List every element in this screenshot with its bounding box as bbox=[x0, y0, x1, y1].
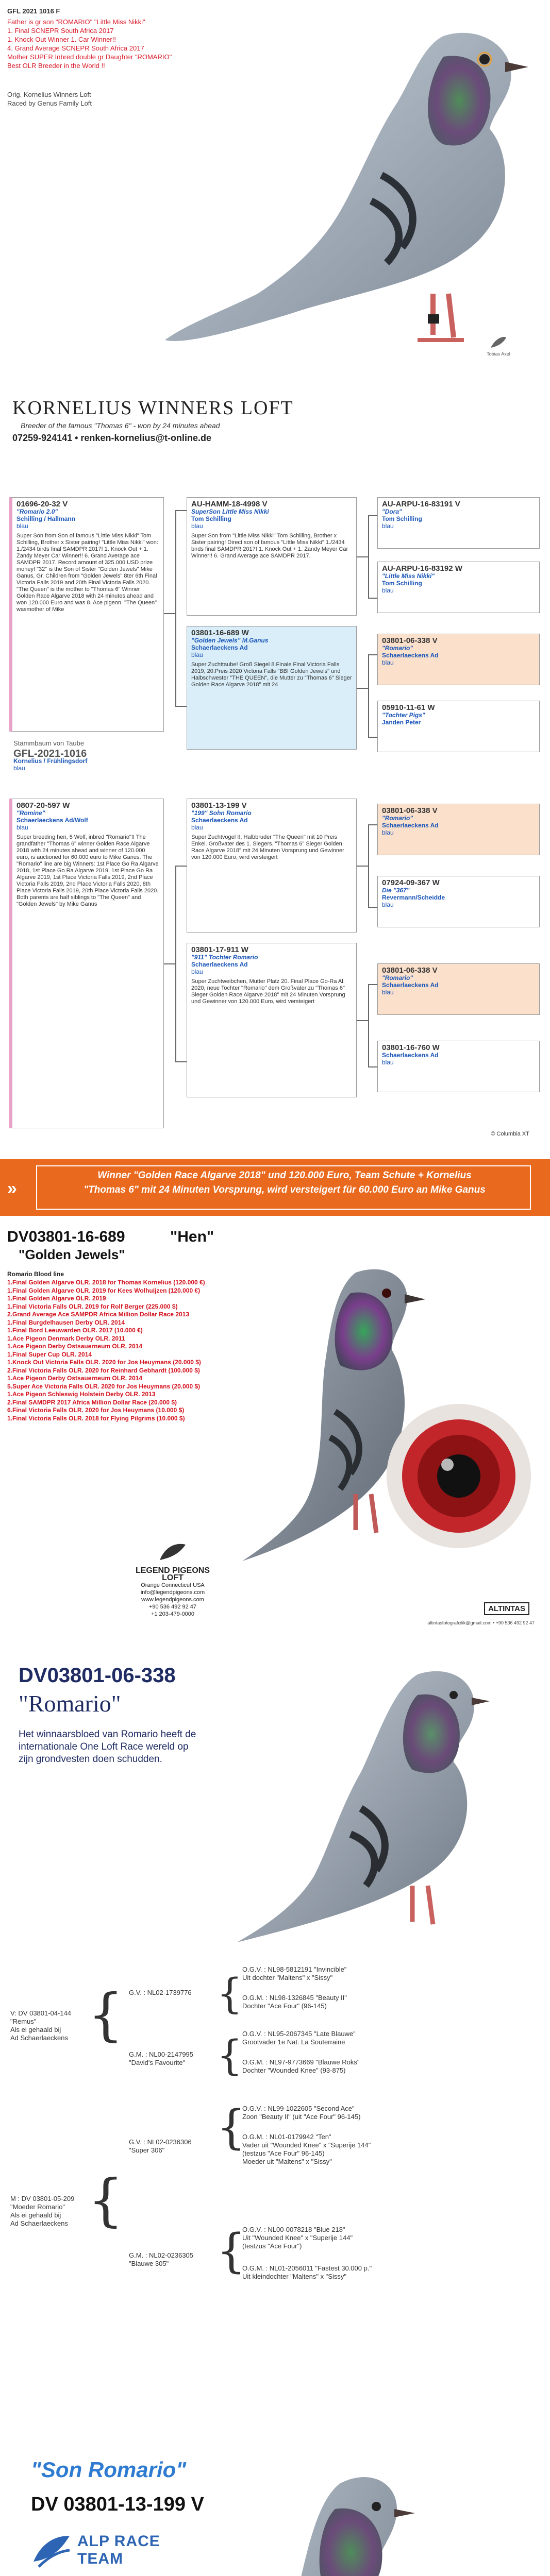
pedigree-owner: Tom Schilling bbox=[191, 515, 231, 522]
result-item: 1.Final Burgdelhausen Derby OLR. 2014 bbox=[7, 1318, 125, 1326]
pedigree-line bbox=[357, 556, 368, 557]
romario-om4 bbox=[242, 2264, 372, 2281]
pedigree-grandparent-box bbox=[377, 562, 540, 613]
origin-line: Raced by Genus Family Loft bbox=[7, 99, 92, 107]
pigeon-merits bbox=[7, 18, 172, 70]
pedigree-line bbox=[368, 515, 377, 516]
pedigree-nickname: "911" Tochter Romario bbox=[191, 954, 258, 961]
pedigree-line bbox=[368, 515, 369, 598]
pedigree-nickname: "Romario" bbox=[382, 815, 413, 822]
pedigree-entry-line: V: DV 03801-04-144 bbox=[10, 2009, 72, 2017]
pedigree-entry-line: (testzus "Ace Four") bbox=[242, 2242, 302, 2250]
pedigree-nickname: SuperSon Little Miss Nikki bbox=[191, 508, 269, 515]
pedigree-brace: { bbox=[216, 2031, 243, 2079]
pedigree-entry-line: "Moeder Romario" bbox=[10, 2203, 65, 2211]
romario-m bbox=[10, 2195, 74, 2228]
pedigree-entry-line: G.V. : NL02-0236306 bbox=[129, 2138, 192, 2146]
pedigree-brace: { bbox=[216, 1970, 243, 2018]
pedigree-description: Super Son from Son of famous "Little Miss Nikki" Tom Schilling, Brother x Sister pairing! "Little Miss Nikki" won: 1./2434 birds final SAMDPR 2017! 1. Knock Out + 1. Zandy Meyer Car Winner!! 6. Grand Average ace SAMDPR 2017. Record amount of 325.000 USD prize money! "32" is the Son of Sister "Golden Jewels" Mike Ganus, Gr. Children from "Golden Jewels" 8ter 6th Final Victoria Falls 2019 and 20th Final Victoria Falls 2020. "The Queen" is the mother to "Thomas 6" Winner Golden Race Algarve 2018 with 24 minutes ahead and won 120.000 Euro and was 8. Ace pigeon. "The Queen" wasmother of Mike bbox=[16, 533, 158, 613]
copyright-note: © Columbia XT bbox=[491, 1131, 529, 1137]
pedigree-line bbox=[368, 907, 377, 908]
result-item: 1.Ace Pigeon Schleswig Holstein Derby OLR. 2013 bbox=[7, 1391, 156, 1398]
pedigree-nickname: "Romario" bbox=[382, 645, 413, 652]
pedigree-entry-line: "Blauwe 305" bbox=[129, 2260, 169, 2267]
pedigree-mother-box bbox=[187, 626, 357, 750]
pedigree-owner: Revermann/Scheidde bbox=[382, 894, 445, 901]
pedigree-line bbox=[164, 963, 175, 964]
pedigree-brace: { bbox=[88, 1981, 124, 2047]
pedigree-entry-line: G.M. : NL00-2147995 bbox=[129, 2050, 194, 2058]
result-item: 1.Final Golden Algarve OLR. 2019 for Kees Wolhuijzen (120.000 €) bbox=[7, 1286, 201, 1294]
romario-name: "Romario" bbox=[19, 1690, 121, 1717]
golden-jewels-name: "Golden Jewels" bbox=[19, 1247, 125, 1262]
pedigree-ring: 07924-09-367 W bbox=[382, 878, 440, 887]
result-item: 1.Ace Pigeon Denmark Derby OLR. 2011 bbox=[7, 1334, 125, 1342]
pedigree-nickname: Die "367" bbox=[382, 887, 410, 894]
pedigree-brace: { bbox=[216, 2224, 246, 2278]
merit-line: 1. Final SCNEPR South Africa 2017 bbox=[7, 27, 114, 35]
pedigree-ring: AU-HAMM-18-4998 V bbox=[191, 500, 268, 509]
pedigree-owner: Schaerlaeckens Ad/Wolf bbox=[16, 817, 88, 824]
pedigree-line bbox=[175, 510, 187, 511]
pedigree-entry-line: Uit "Wounded Knee" x "Superije 144" bbox=[242, 2234, 353, 2242]
pedigree-entry-line: O.G.V. : NL00-0078218 "Blue 218" bbox=[242, 2226, 345, 2233]
pedigree-ring: 0807-20-597 W bbox=[16, 801, 70, 810]
result-item: 1.Final Super Cup OLR. 2014 bbox=[7, 1350, 92, 1358]
origin-line: Orig. Kornelius Winners Loft bbox=[7, 91, 91, 98]
pedigree-mother-box bbox=[187, 943, 357, 1097]
top-pigeon-section bbox=[0, 0, 550, 376]
pedigree-hen-box bbox=[9, 799, 164, 1128]
romario-om1 bbox=[242, 1994, 347, 2010]
pedigree-color: blau bbox=[382, 1059, 394, 1066]
pedigree-grandparent-box bbox=[377, 497, 540, 549]
legend-loft-line: +1 203-479-0000 bbox=[151, 1611, 195, 1617]
son-romario-title: "Son Romario" bbox=[31, 2458, 187, 2482]
loft-subtitle: Breeder of the famous "Thomas 6" - won by 24 minutes ahead bbox=[21, 421, 220, 430]
pedigree-grandparent-box bbox=[377, 963, 540, 1015]
banner-line: "Thomas 6" mit 24 Minuten Vorsprung, wird versteigert für 60.000 Euro an Mike Ganus bbox=[84, 1184, 486, 1195]
pedigree-entry-line: Zoon "Beauty II" (uit "Ace Four" 96-145) bbox=[242, 2113, 361, 2121]
altintas-logo: ALTINTAS bbox=[484, 1602, 529, 1615]
legend-loft-line: Orange Connecticut USA bbox=[141, 1582, 205, 1588]
pedigree-grandparent-box bbox=[377, 701, 540, 752]
pigeon-logo-icon bbox=[157, 1539, 188, 1565]
pedigree-line bbox=[368, 984, 377, 985]
son-romario-ring: DV 03801-13-199 V bbox=[31, 2494, 204, 2515]
pedigree-entry-line: Vader uit "Wounded Knee" x "Superije 144" bbox=[242, 2141, 371, 2149]
pedigree-color: blau bbox=[16, 522, 28, 530]
romario-ov2 bbox=[242, 2030, 356, 2046]
legend-loft-line: +90 536 492 92 47 bbox=[148, 1604, 197, 1610]
pedigree-brace: { bbox=[216, 2100, 246, 2155]
pedigree-ring: 01696-20-32 V bbox=[16, 500, 68, 509]
son-romario-section bbox=[0, 2442, 550, 2576]
golden-jewels-section bbox=[0, 1221, 550, 1643]
winner-banner bbox=[0, 1159, 550, 1216]
pedigree-subject-owner: Kornelius / Frühlingsdorf bbox=[13, 757, 88, 765]
pedigree-owner: Tom Schilling bbox=[382, 515, 422, 522]
pedigree-line bbox=[175, 510, 176, 706]
pedigree-line bbox=[368, 984, 369, 1066]
pedigree-grandparent-box bbox=[377, 804, 540, 855]
romario-ring: DV03801-06-338 bbox=[19, 1664, 176, 1687]
pedigree-nickname: "199" Sohn Romario bbox=[191, 809, 252, 817]
pedigree-entry-line: G.V. : NL02-1739776 bbox=[129, 1989, 192, 1996]
pigeon-id-line: GFL 2021 1016 F bbox=[7, 7, 60, 15]
pedigree-ring: 05910-11-61 W bbox=[382, 703, 435, 712]
merit-line: Mother SUPER Inbred double gr Daughter "ROMARIO" bbox=[7, 53, 172, 61]
pedigree-ring: 03801-13-199 V bbox=[191, 801, 247, 810]
pedigree-subject-color: blau bbox=[13, 765, 25, 772]
pedigree-owner: Schaerlaeckens Ad bbox=[382, 822, 439, 829]
pedigree-entry-line: O.G.M. : NL98-1326845 "Beauty II" bbox=[242, 1994, 347, 2002]
pedigree-main-box bbox=[9, 497, 164, 732]
result-item: 6.Final Victoria Falls OLR. 2020 for Jos Heuymans (10.000 $) bbox=[7, 1406, 185, 1414]
pedigree-grandparent-box bbox=[377, 634, 540, 685]
feather-icon bbox=[488, 335, 509, 350]
pedigree-color: blau bbox=[382, 522, 394, 530]
pedigree-ring: 03801-16-760 W bbox=[382, 1043, 440, 1052]
pedigree-color: blau bbox=[382, 989, 394, 996]
romario-v bbox=[10, 2009, 71, 2042]
pedigree-nickname: "Romine" bbox=[16, 809, 45, 817]
pedigree-nickname: "Romario 2.0" bbox=[16, 508, 58, 515]
pedigree-color: blau bbox=[382, 829, 394, 836]
pedigree-entry-line: Als ei gehaald bij bbox=[10, 2211, 61, 2219]
result-item: 1.Knock Out Victoria Falls OLR. 2020 for Jos Heuymans (20.000 $) bbox=[7, 1359, 201, 1366]
romario-section bbox=[0, 1649, 550, 2437]
alp-race-line: TEAM bbox=[77, 2550, 123, 2567]
legend-loft-name: LEGEND PIGEONS LOFT bbox=[135, 1566, 210, 1582]
pedigree-entry-line: O.G.M. : NL01-0179942 "Ten" bbox=[242, 2133, 331, 2141]
golden-jewels-ring: DV03801-16-689 bbox=[7, 1228, 125, 1245]
pedigree-color: blau bbox=[382, 901, 394, 908]
romario-gv2 bbox=[129, 2138, 192, 2155]
pedigree-subject-label: Stammbaum von Taube bbox=[13, 739, 85, 747]
pedigree-entry-line: Grootvader 1e Nat. La Souterraine bbox=[242, 2038, 345, 2046]
pedigree-line bbox=[175, 1061, 187, 1062]
pigeon-photo bbox=[196, 1654, 536, 1958]
pedigree-nickname: "Tochter Pigs" bbox=[382, 711, 425, 719]
pedigree-line bbox=[368, 654, 369, 737]
result-item: 2.Grand Average Ace SAMPDR Africa Million Dollar Race 2013 bbox=[7, 1311, 190, 1318]
legend-loft-line: www.legendpigeons.com bbox=[141, 1597, 204, 1603]
romario-ov1 bbox=[242, 1965, 346, 1982]
pedigree-section bbox=[0, 381, 550, 1159]
romario-om2 bbox=[242, 2058, 359, 2075]
pedigree-entry-line: Ad Schaerlaeckens bbox=[10, 2219, 69, 2227]
pedigree-description: Super breeding hen, 5 Wolf, inbred "Romario"!! The grandfather "Thomas 6" winner Golden Race Algarve 2018 with 24 minutes ahead and winner of 120.000 euro, is auctioned for 60.000 euro to Mike Ganus. The "Romario" line are big Winners: 1st Place Go Ra Algarve 2018, 1st Place Go Ra Algarve 2019, 1st Place Go Ra Algarve 2019, 1st Place Victoria Falls 2019, 2nd Place Victoria Falls 2019, 2nd Place Victoria Falls 2020, 8th Place Victoria Falls 2019, 20th Place Victoria Falls 2020. Both parents are half siblings to "The Queen" and "Golden Jewels" by Mike Ganus bbox=[16, 834, 159, 907]
pedigree-ring: 03801-17-911 W bbox=[191, 945, 248, 954]
pedigree-owner: Janden Peter bbox=[382, 719, 421, 726]
results-title: Romario Blood line bbox=[7, 1270, 64, 1278]
pedigree-ring: AU-ARPU-16-83192 W bbox=[382, 564, 462, 573]
pedigree-entry-line: O.G.V. : NL98-5812191 "Invincible" bbox=[242, 1965, 347, 1973]
pedigree-line bbox=[368, 824, 369, 907]
merit-line: 4. Grand Average SCNEPR South Africa 2017 bbox=[7, 44, 144, 52]
pedigree-description: Super Zuchtweibchen, Mutter Platz 20. Final Place Go-Ra Al. 2020, neue Tochter "Romario" dem Großvater zu "Thomas 6" Sieger Golden Race Algarve 2018" mit 24 Minuten Vorsprung und Gewinner von 120.000 Euro, wird versteigert bbox=[191, 978, 345, 1005]
merit-line: Father is gr son "ROMARIO" "Little Miss Nikki" bbox=[7, 18, 145, 26]
loft-contact: 07259-924141 • renken-kornelius@t-online.de bbox=[12, 433, 212, 443]
romario-gm2 bbox=[129, 2251, 193, 2268]
legend-loft-contact bbox=[124, 1539, 222, 1618]
pedigree-entry-line: (testzus "Ace Four" 96-145) bbox=[242, 2149, 325, 2157]
pedigree-owner: Schaerlaeckens Ad bbox=[382, 1052, 439, 1059]
pedigree-line bbox=[368, 1066, 377, 1067]
merit-line: 1. Knock Out Winner 1. Car Winner!! bbox=[7, 36, 116, 43]
romario-gm bbox=[129, 2050, 193, 2067]
pedigree-color: blau bbox=[382, 587, 394, 594]
alp-race-logo-icon bbox=[31, 2531, 72, 2572]
loft-title: KORNELIUS WINNERS LOFT bbox=[12, 397, 294, 419]
pedigree-brace: { bbox=[88, 2167, 124, 2233]
result-item: 1.Final Golden Algarve OLR. 2018 for Thomas Kornelius (120.000 €) bbox=[7, 1279, 205, 1286]
pedigree-entry-line: "David's Favourite" bbox=[129, 2059, 186, 2066]
pedigree-description: Super Son from "Little Miss Nikki" Tom Schilling, Brother x Sister pairing! Direct son of famous "Little Miss Nikki" 1./2434 birds final SAMDPR 2017! 1. Knock Out + 1. Zandy Meyer Car Winner!! 6. Grand Average ace SAMDPR 2017. bbox=[191, 533, 348, 559]
pedigree-entry-line: Ad Schaerlaeckens bbox=[10, 2034, 69, 2042]
photographer-logo-text: Tobias Axel bbox=[487, 351, 510, 357]
pedigree-line bbox=[175, 866, 176, 1061]
result-item: 1.Ace Pigeon Derby Ostsauerneum OLR. 2014 bbox=[7, 1343, 143, 1350]
pedigree-nickname: "Golden Jewels" M.Ganus bbox=[191, 637, 269, 644]
pedigree-entry-line: "Remus" bbox=[10, 2018, 37, 2025]
pedigree-owner: Schaerlaeckens Ad bbox=[382, 652, 439, 659]
pedigree-owner: Schilling / Hallmann bbox=[16, 515, 76, 522]
pedigree-entry-line: Dochter "Wounded Knee" (93-875) bbox=[242, 2066, 346, 2074]
alp-race-line: ALP RACE bbox=[77, 2533, 160, 2550]
pedigree-owner: Tom Schilling bbox=[382, 580, 422, 587]
pedigree-line bbox=[368, 654, 377, 655]
pedigree-owner: Schaerlaeckens Ad bbox=[382, 981, 439, 989]
pedigree-entry-line: Uit dochter "Maltens" x "Sissy" bbox=[242, 1974, 333, 1981]
results-list bbox=[7, 1279, 205, 1422]
result-item: 2.Final Victoria Falls OLR. 2020 for Reinhard Gebhardt (100.000 $) bbox=[7, 1366, 200, 1374]
pedigree-ring: 03801-06-338 V bbox=[382, 806, 438, 815]
pigeon-photo bbox=[170, 2452, 438, 2576]
pedigree-entry-line: "Super 306" bbox=[129, 2146, 165, 2154]
pedigree-line bbox=[175, 706, 187, 707]
pedigree-color: blau bbox=[16, 824, 28, 831]
pedigree-color: blau bbox=[191, 824, 203, 831]
pigeon-eye-photo bbox=[381, 1399, 536, 1553]
pedigree-father-box bbox=[187, 497, 357, 616]
pigeon-photo bbox=[155, 5, 546, 371]
pedigree-line bbox=[164, 613, 175, 614]
pedigree-grandparent-box bbox=[377, 876, 540, 927]
romario-ov3 bbox=[242, 2105, 360, 2121]
pedigree-color: blau bbox=[382, 659, 394, 666]
result-item: 1.Final Victoria Falls OLR. 2018 for Flying Pilgrims (10.000 $) bbox=[7, 1414, 185, 1422]
pedigree-nickname: "Little Miss Nikki" bbox=[382, 572, 435, 580]
pigeon-origin bbox=[7, 90, 92, 108]
pedigree-entry-line: M : DV 03801-05-209 bbox=[10, 2195, 75, 2202]
pedigree-line bbox=[368, 598, 377, 599]
pedigree-grandparent-box bbox=[377, 1041, 540, 1092]
result-item: 1.Final Victoria Falls OLR. 2019 for Rolf Berger (225.000 $) bbox=[7, 1302, 178, 1310]
photographer-logo bbox=[478, 335, 519, 361]
pedigree-ring: 03801-06-338 V bbox=[382, 636, 438, 645]
pedigree-line bbox=[357, 1020, 368, 1021]
pedigree-description: Super Zuchttaube! Groß Siegel 8.Finale Final Victoria Falls 2019, 20.Preis 2020 Victoria Falls "BBI Golden Jewels" und Halbschwester "THE QUEEN", die Mutter zu "Thomas 6" Sieger Golden Race Algarve 2018" mit 24 bbox=[191, 662, 352, 688]
pedigree-line bbox=[357, 866, 368, 867]
pedigree-ring: 03801-16-689 W bbox=[191, 629, 249, 637]
pedigree-entry-line: Als ei gehaald bij bbox=[10, 2026, 61, 2033]
result-item: 5.Super Ace Victoria Falls OLR. 2020 for Jos Heuymans (20.000 $) bbox=[7, 1382, 201, 1390]
banner-line: Winner "Golden Race Algarve 2018" und 120.000 Euro, Team Schute + Kornelius bbox=[97, 1170, 472, 1181]
pedigree-entry-line: O.G.M. : NL01-2056011 "Fastest 30.000 p." bbox=[242, 2264, 372, 2272]
photo-credit: altintasfotografcilik@gmail.com • +90 536 492 92 47 bbox=[427, 1620, 535, 1625]
pedigree-owner: Schaerlaeckens Ad bbox=[191, 644, 248, 651]
pedigree-ring: 03801-06-338 V bbox=[382, 966, 438, 975]
pedigree-color: blau bbox=[191, 522, 203, 530]
pedigree-owner: Schaerlaeckens Ad bbox=[191, 817, 248, 824]
legend-loft-line: info@legendpigeons.com bbox=[140, 1589, 205, 1596]
banner-text bbox=[42, 1168, 527, 1197]
romario-gv bbox=[129, 1989, 192, 1997]
pedigree-nickname: "Dora" bbox=[382, 508, 402, 515]
merit-line: Best OLR Breeder in the World !! bbox=[7, 62, 105, 70]
pedigree-entry-line: Moeder uit "Maltens" x "Sissy" bbox=[242, 2158, 332, 2165]
alp-race-team bbox=[77, 2533, 160, 2568]
romario-ov4 bbox=[242, 2226, 353, 2250]
pedigree-nickname: "Romario" bbox=[382, 974, 413, 981]
pedigree-entry-line: G.M. : NL02-0236305 bbox=[129, 2251, 194, 2259]
pedigree-owner: Schaerlaeckens Ad bbox=[191, 961, 248, 968]
golden-jewels-sex: "Hen" bbox=[170, 1228, 214, 1245]
pedigree-line bbox=[368, 824, 377, 825]
pedigree-color: blau bbox=[191, 651, 203, 658]
pedigree-line bbox=[357, 688, 368, 689]
chevron-right-icon: » bbox=[7, 1179, 17, 1198]
result-item: 2.Final SAMDPR 2017 Africa Million Dollar Race (20.000 $) bbox=[7, 1398, 177, 1406]
pedigree-entry-line: O.G.V. : NL95-2067345 "Late Blauwe" bbox=[242, 2030, 356, 2038]
pedigree-line bbox=[368, 737, 377, 738]
pedigree-entry-line: Dochter "Ace Four" (96-145) bbox=[242, 2002, 327, 2010]
pedigree-subject-box bbox=[9, 737, 164, 793]
pedigree-entry-line: O.G.M. : NL97-9773669 "Blauwe Roks" bbox=[242, 2058, 360, 2066]
pedigree-entry-line: Uit kleindochter "Maltens" x "Sissy" bbox=[242, 2273, 346, 2280]
pedigree-ring: AU-ARPU-16-83191 V bbox=[382, 500, 460, 509]
pedigree-subject-ring: GFL-2021-1016 bbox=[13, 748, 87, 759]
romario-om3 bbox=[242, 2133, 371, 2166]
result-item: 1.Final Bord Leeuwarden OLR. 2017 (10.000 €) bbox=[7, 1327, 143, 1334]
result-item: 1.Final Golden Algarve OLR. 2019 bbox=[7, 1295, 106, 1302]
pedigree-description: Super Zuchtvogel !!, Halbbruder "The Queen" mit 10 Preis Enkel. Großvater des 1. Siegers. "Thomas 6" Sieger Golden Race Algarve 2018" mit 24 Minuten Vorsprung und Gewinner von 120.000 Euro, wird versteigert bbox=[191, 834, 344, 860]
result-item: 1.Ace Pigeon Derby Ostsauerneum OLR. 2014 bbox=[7, 1375, 143, 1382]
romario-description: Het winnaarsbloed van Romario heeft de internationale One Loft Race wereld op zijn grondvesten doen schudden. bbox=[19, 1729, 196, 1765]
pedigree-color: blau bbox=[191, 968, 203, 975]
pedigree-entry-line: O.G.V. : NL99-1022605 "Second Ace" bbox=[242, 2105, 355, 2112]
pedigree-father-box bbox=[187, 799, 357, 933]
pedigree-line bbox=[175, 866, 187, 867]
